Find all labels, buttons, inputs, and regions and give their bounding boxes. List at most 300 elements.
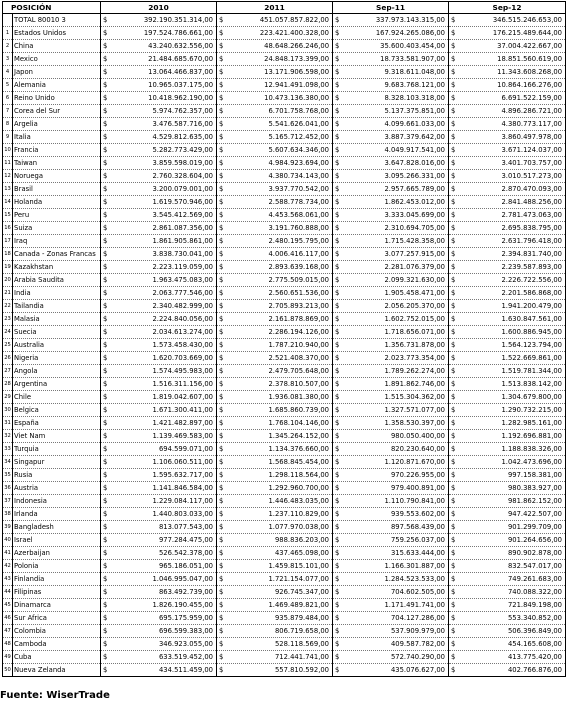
value-sep12 [449,547,566,560]
amount: 2.023.773.354,00 [384,354,446,362]
currency-symbol: $ [335,250,340,258]
currency-symbol: $ [451,445,456,453]
total-value-sep11: $ 337.973.143.315,00 [333,14,449,27]
value-2011 [217,430,333,443]
currency-symbol: $ [219,107,224,115]
amount: 694.599.071,00 [158,445,214,453]
country-name: Italia [13,131,101,144]
amount: 1.826.190.455,00 [152,601,214,609]
value-2011 [217,53,333,66]
amount: 537.909.979,00 [390,627,446,635]
position-number: 26 [3,352,13,365]
value-sep11 [333,599,449,612]
country-name: Sur Africa [13,612,101,625]
table-row [3,638,566,651]
amount: 977.284.475,00 [158,536,214,544]
amount: 832.547.017,00 [507,562,563,570]
currency-symbol: $ [335,419,340,427]
position-number: 31 [3,417,13,430]
value-sep12 [449,92,566,105]
amount: 1.936.081.380,00 [268,393,330,401]
country-name: Estados Unidos [13,27,101,40]
amount: 2.281.076.379,00 [384,263,446,271]
table-row [3,365,566,378]
value-2010 [101,560,217,573]
value-sep11 [333,417,449,430]
position-number: 13 [3,183,13,196]
table-row [3,430,566,443]
amount: 2.310.694.705,00 [384,224,446,232]
value-2011 [217,274,333,287]
currency-symbol: $ [219,614,224,622]
table-row [3,248,566,261]
value-sep12 [449,612,566,625]
value-2010 [101,508,217,521]
value-sep12 [449,274,566,287]
currency-symbol: $ [103,172,108,180]
value-2010 [101,378,217,391]
currency-symbol: $ [335,237,340,245]
table-row [3,352,566,365]
value-2010 [101,79,217,92]
table-row [3,456,566,469]
value-sep12 [449,261,566,274]
amount: 2.479.705.648,00 [268,367,330,375]
position-number: 46 [3,612,13,625]
position-number: 45 [3,599,13,612]
table-row [3,391,566,404]
country-name: Kazakhstan [13,261,101,274]
value-sep11 [333,482,449,495]
value-2011 [217,261,333,274]
amount: 3.647.828.016,00 [384,159,446,167]
value-2010 [101,144,217,157]
amount: 3.191.760.888,00 [268,224,330,232]
currency-symbol: $ [451,68,456,76]
value-sep11 [333,495,449,508]
country-name: Argelia [13,118,101,131]
table-row [3,599,566,612]
value-2010 [101,287,217,300]
amount: 4.049.917.541,00 [384,146,446,154]
country-name: Peru [13,209,101,222]
currency-symbol: $ [335,42,340,50]
value-2011 [217,638,333,651]
table-row [3,404,566,417]
value-2010 [101,469,217,482]
amount: 11.343.608.268,00 [497,68,563,76]
currency-symbol: $ [335,302,340,310]
currency-symbol: $ [219,120,224,128]
value-sep12 [449,365,566,378]
position-number: 23 [3,313,13,326]
table-row [3,157,566,170]
country-name: Suecia [13,326,101,339]
value-sep12 [449,560,566,573]
amount: 1.789.262.274,00 [384,367,446,375]
amount: 10.418.962.190,00 [148,94,214,102]
value-sep12 [449,66,566,79]
amount: 402.766.876,00 [507,666,563,674]
amount: 3.860.497.978,00 [501,133,563,141]
currency-symbol: $ [103,185,108,193]
currency-symbol: $ [103,666,108,674]
value-sep11 [333,66,449,79]
currency-symbol: $ [103,94,108,102]
value-sep11 [333,235,449,248]
currency-symbol: $ [103,419,108,427]
currency-symbol: $ [451,341,456,349]
position-number: 40 [3,534,13,547]
table-row [3,92,566,105]
value-2011 [217,495,333,508]
position-number: 34 [3,456,13,469]
amount: 740.088.322,00 [507,588,563,596]
trade-table [2,1,566,677]
value-sep11 [333,612,449,625]
currency-symbol: $ [451,185,456,193]
currency-symbol: $ [335,432,340,440]
value-sep12 [449,183,566,196]
currency-symbol: $ [451,159,456,167]
amount: 4.529.812.635,00 [152,133,214,141]
country-name: Suiza [13,222,101,235]
table-row [3,378,566,391]
currency-symbol: $ [451,523,456,531]
amount: 454.165.608,00 [507,640,563,648]
value-2011 [217,547,333,560]
position-number: 11 [3,157,13,170]
currency-symbol: $ [219,653,224,661]
value-sep12 [449,534,566,547]
currency-symbol: $ [103,315,108,323]
currency-symbol: $ [219,393,224,401]
amount: 528.118.569,00 [274,640,330,648]
amount: 197.524.786.661,00 [143,29,214,37]
amount: 557.810.592,00 [274,666,330,674]
value-2010 [101,391,217,404]
table-row [3,495,566,508]
value-2011 [217,534,333,547]
amount: 1.327.571.077,00 [384,406,446,414]
amount: 1.290.732.215,00 [501,406,563,414]
amount: 1.522.669.861,00 [501,354,563,362]
position-number: 21 [3,287,13,300]
value-sep11 [333,27,449,40]
amount: 37.004.422.667,00 [497,42,563,50]
amount: 1.358.530.397,00 [384,419,446,427]
value-2011 [217,508,333,521]
country-name: Holanda [13,196,101,209]
table-row [3,508,566,521]
amount: 9.683.768.121,00 [384,81,446,89]
amount: 1.573.458.430,00 [152,341,214,349]
currency-symbol: $ [219,419,224,427]
position-number: 6 [3,92,13,105]
currency-symbol: $ [335,627,340,635]
year-header-2010: 2010 [101,2,217,14]
amount: 3.887.379.642,00 [384,133,446,141]
amount: 1.891.862.746,00 [384,380,446,388]
currency-symbol: $ [219,458,224,466]
table-row [3,521,566,534]
amount: 1.595.632.717,00 [152,471,214,479]
currency-symbol: $ [103,211,108,219]
value-sep11 [333,248,449,261]
country-name: Colombia [13,625,101,638]
position-number: 15 [3,209,13,222]
value-2011 [217,235,333,248]
country-name: Cuba [13,651,101,664]
position-number: 24 [3,326,13,339]
currency-symbol: $ [335,614,340,622]
amount: 3.859.598.019,00 [152,159,214,167]
amount: 35.600.403.454,00 [380,42,446,50]
country-name: Filipinas [13,586,101,599]
amount: 1.620.703.669,00 [152,354,214,362]
amount: 1.298.118.564,00 [268,471,330,479]
value-sep11 [333,157,449,170]
country-name: Iraq [13,235,101,248]
currency-symbol: $ [451,614,456,622]
total-row [3,14,566,27]
amount: 6.701.758.768,00 [268,107,330,115]
amount: 18.733.581.907,00 [380,55,446,63]
value-2010 [101,651,217,664]
currency-symbol: $ [335,354,340,362]
currency-symbol: $ [219,16,224,24]
currency-symbol: $ [335,107,340,115]
amount: 979.400.891,00 [390,484,446,492]
value-sep12 [449,508,566,521]
amount: 1.237.110.829,00 [268,510,330,518]
currency-symbol: $ [219,523,224,531]
currency-symbol: $ [219,42,224,50]
country-name: India [13,287,101,300]
currency-symbol: $ [335,211,340,219]
currency-symbol: $ [335,315,340,323]
amount: 633.519.452,00 [158,653,214,661]
amount: 863.492.739,00 [158,588,214,596]
value-2010 [101,209,217,222]
currency-symbol: $ [335,263,340,271]
currency-symbol: $ [335,380,340,388]
table-row [3,118,566,131]
amount: 704.127.286,00 [390,614,446,622]
currency-symbol: $ [103,289,108,297]
country-name: Austria [13,482,101,495]
amount: 749.261.683,00 [507,575,563,583]
amount: 506.396.849,00 [507,627,563,635]
currency-symbol: $ [451,549,456,557]
country-name: Mexico [13,53,101,66]
currency-symbol: $ [451,302,456,310]
amount: 926.745.347,00 [274,588,330,596]
country-name: Noruega [13,170,101,183]
value-2010 [101,586,217,599]
currency-symbol: $ [451,484,456,492]
currency-symbol: $ [219,289,224,297]
currency-symbol: $ [219,588,224,596]
value-2010 [101,131,217,144]
currency-symbol: $ [451,315,456,323]
amount: 1.516.311.156,00 [152,380,214,388]
currency-symbol: $ [451,653,456,661]
value-sep11 [333,339,449,352]
position-number: 1 [3,27,13,40]
amount: 1.284.523.533,00 [384,575,446,583]
table-row [3,261,566,274]
table-row [3,612,566,625]
value-sep12 [449,651,566,664]
value-sep11 [333,547,449,560]
value-2010 [101,430,217,443]
currency-symbol: $ [219,172,224,180]
currency-symbol: $ [335,289,340,297]
currency-symbol: $ [219,29,224,37]
amount: 4.099.661.033,00 [384,120,446,128]
amount: 4.453.568.061,00 [268,211,330,219]
value-sep12 [449,27,566,40]
currency-symbol: $ [219,211,224,219]
amount: 1.519.781.344,00 [501,367,563,375]
amount: 806.719.658,00 [274,627,330,635]
table-row [3,586,566,599]
currency-symbol: $ [335,198,340,206]
position-number: 7 [3,105,13,118]
value-sep12 [449,586,566,599]
amount: 1.768.104.146,00 [268,419,330,427]
amount: 12.941.491.098,00 [264,81,330,89]
currency-symbol: $ [219,354,224,362]
value-2010 [101,326,217,339]
value-sep12 [449,196,566,209]
currency-symbol: $ [335,393,340,401]
country-name: Arabia Saudita [13,274,101,287]
value-2011 [217,40,333,53]
value-sep12 [449,417,566,430]
value-sep11 [333,586,449,599]
value-2010 [101,261,217,274]
amount: 2.378.810.507,00 [268,380,330,388]
currency-symbol: $ [451,55,456,63]
amount: 5.607.634.346,00 [268,146,330,154]
value-sep12 [449,144,566,157]
currency-symbol: $ [219,133,224,141]
value-sep12 [449,131,566,144]
amount: 2.224.840.056,00 [152,315,214,323]
value-sep12 [449,339,566,352]
amount: 1.166.301.887,00 [384,562,446,570]
value-sep11 [333,40,449,53]
amount: 1.671.300.411,00 [152,406,214,414]
currency-symbol: $ [451,627,456,635]
country-name: Azerbaijan [13,547,101,560]
position-number: 22 [3,300,13,313]
currency-symbol: $ [219,445,224,453]
value-2011 [217,664,333,677]
position-number: 10 [3,144,13,157]
country-name: Reino Unido [13,92,101,105]
value-sep11 [333,183,449,196]
value-2011 [217,612,333,625]
position-number: 32 [3,430,13,443]
value-2011 [217,222,333,235]
currency-symbol: $ [335,55,340,63]
value-sep11 [333,170,449,183]
value-sep12 [449,79,566,92]
value-2010 [101,573,217,586]
currency-symbol: $ [451,16,456,24]
value-sep12 [449,235,566,248]
amount: 3.010.517.273,00 [501,172,563,180]
currency-symbol: $ [451,263,456,271]
amount: 315.633.444,00 [390,549,446,557]
value-sep11 [333,378,449,391]
value-2010 [101,365,217,378]
value-sep12 [449,157,566,170]
currency-symbol: $ [451,640,456,648]
currency-symbol: $ [219,68,224,76]
amount: 2.588.778.734,00 [268,198,330,206]
country-name: Corea del Sur [13,105,101,118]
value-sep11 [333,118,449,131]
country-name: Turquia [13,443,101,456]
currency-symbol: $ [451,354,456,362]
value-2011 [217,443,333,456]
value-2010 [101,443,217,456]
currency-symbol: $ [103,393,108,401]
amount: 2.560.651.536,00 [268,289,330,297]
currency-symbol: $ [335,510,340,518]
value-2011 [217,599,333,612]
position-number: 3 [3,53,13,66]
amount: 965.186.051,00 [158,562,214,570]
value-sep11 [333,651,449,664]
currency-symbol: $ [103,29,108,37]
amount: 2.063.777.546,00 [152,289,214,297]
value-2011 [217,79,333,92]
position-number: 44 [3,586,13,599]
amount: 2.480.195.795,00 [268,237,330,245]
position-number: 2 [3,40,13,53]
position-number: 16 [3,222,13,235]
currency-symbol: $ [103,250,108,258]
amount: 1.304.679.800,00 [501,393,563,401]
currency-symbol: $ [451,458,456,466]
amount: 1.188.838.326,00 [501,445,563,453]
position-number: 33 [3,443,13,456]
table-row [3,196,566,209]
currency-symbol: $ [103,367,108,375]
currency-symbol: $ [219,432,224,440]
currency-symbol: $ [219,159,224,167]
position-number: 18 [3,248,13,261]
country-name: Canada - Zonas Francas [13,248,101,261]
currency-symbol: $ [451,471,456,479]
currency-symbol: $ [219,601,224,609]
currency-symbol: $ [103,302,108,310]
country-name: Japon [13,66,101,79]
table-row [3,183,566,196]
currency-symbol: $ [335,367,340,375]
value-2010 [101,170,217,183]
value-sep12 [449,664,566,677]
table-row [3,144,566,157]
amount: 413.775.420,00 [507,653,563,661]
value-2011 [217,27,333,40]
value-sep12 [449,443,566,456]
